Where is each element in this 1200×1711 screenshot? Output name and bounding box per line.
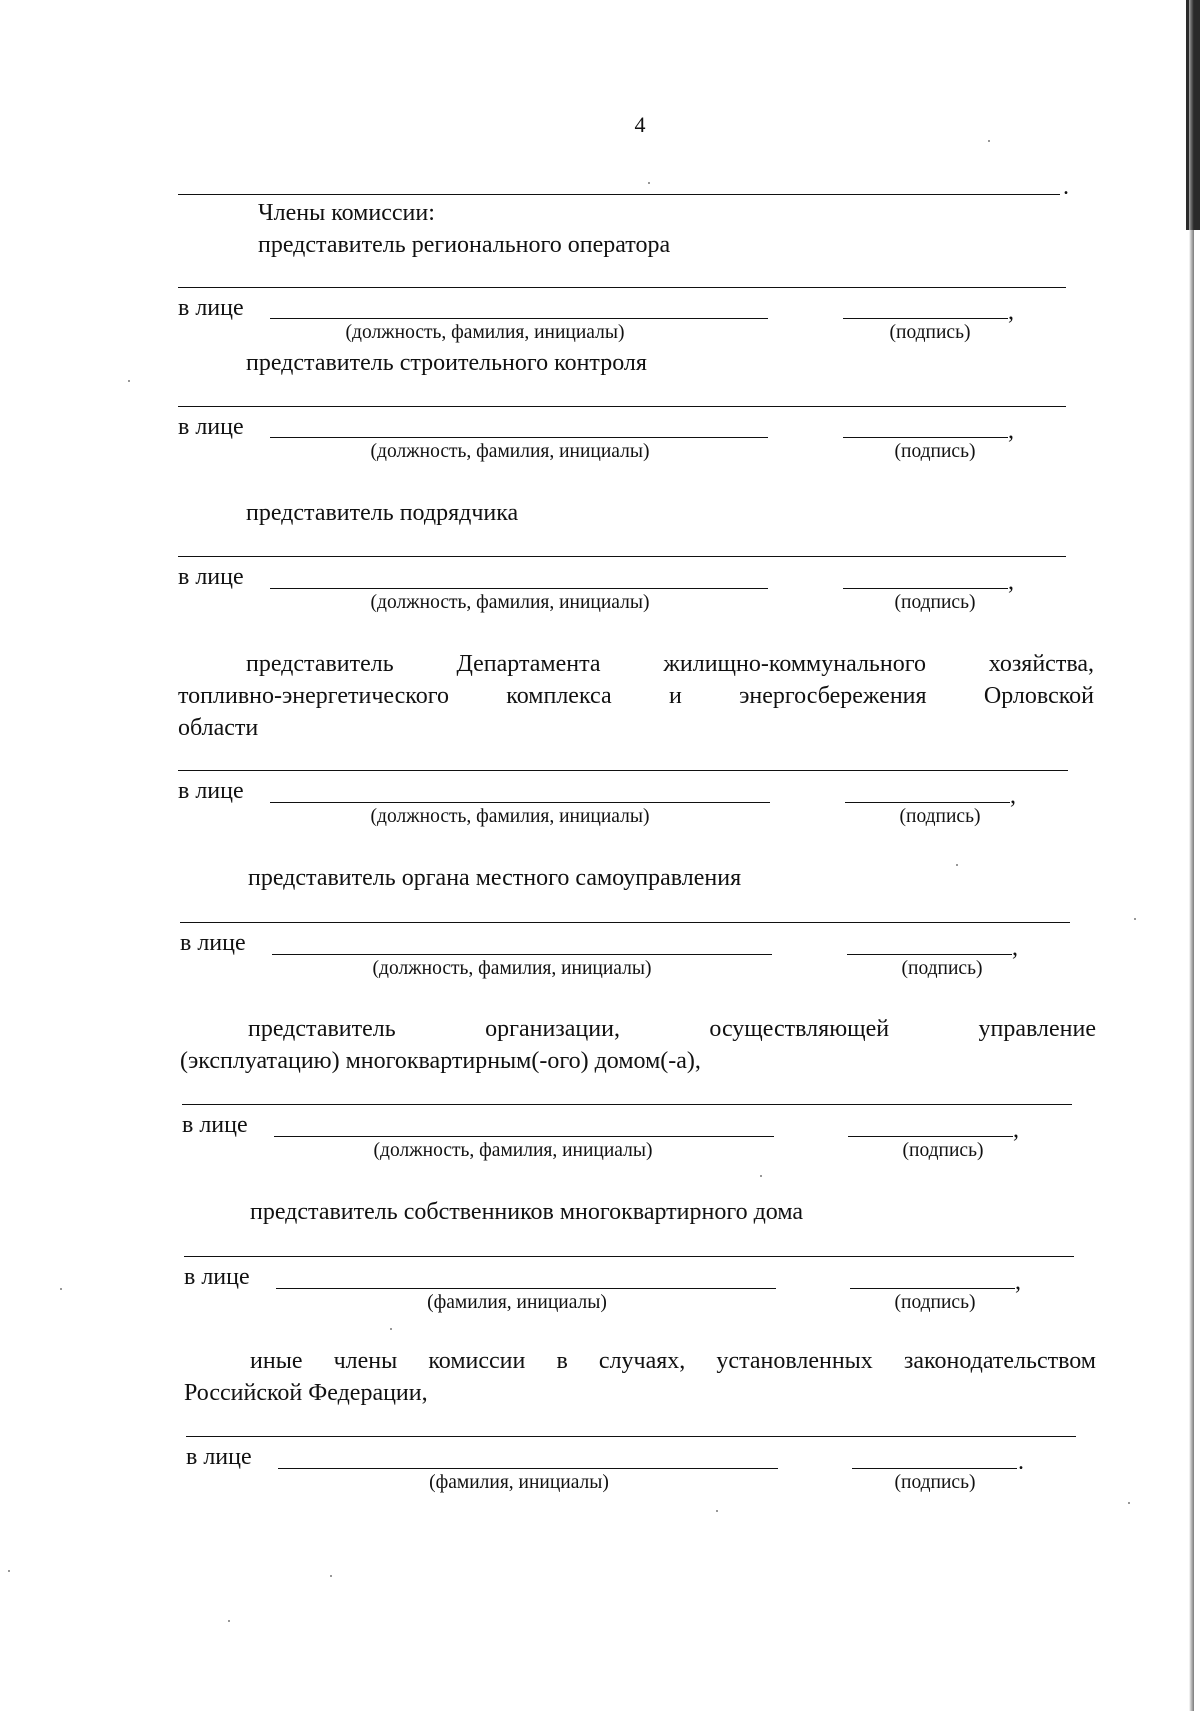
section-3-org-line[interactable]	[178, 556, 1066, 557]
section-6-title-line-1: представитель организации, осуществляющей управление	[248, 1016, 1096, 1042]
section-5-end-punct: ,	[1012, 935, 1018, 961]
section-4-signature-caption: (подпись)	[899, 806, 981, 827]
top-rule	[178, 194, 1060, 195]
section-4-signature-line[interactable]	[845, 802, 1010, 803]
scan-speck	[390, 1328, 392, 1330]
section-5-in-person-label: в лице	[180, 930, 246, 956]
section-4-title-line-1: представитель Департамента жилищно-коммунального хозяйства,	[246, 651, 1094, 677]
scan-speck	[760, 1175, 762, 1177]
section-7-in-person-label: в лице	[184, 1264, 250, 1290]
scan-speck	[648, 182, 650, 184]
section-1-name-caption: (должность, фамилия, инициалы)	[345, 322, 625, 343]
section-4-end-punct: ,	[1010, 783, 1016, 809]
section-2-org-line[interactable]	[178, 406, 1066, 407]
section-6-title-line-2: (эксплуатацию) многоквартирным(-ого) домом(-а),	[180, 1048, 701, 1074]
section-3-name-caption: (должность, фамилия, инициалы)	[370, 592, 650, 613]
section-5-name-caption: (должность, фамилия, инициалы)	[372, 958, 652, 979]
section-7-title: представитель собственников многоквартирного дома	[250, 1199, 804, 1225]
section-7-org-line[interactable]	[184, 1256, 1074, 1257]
section-6-signature-caption: (подпись)	[902, 1140, 984, 1161]
section-1-org-line[interactable]	[178, 287, 1066, 288]
scan-speck	[716, 1510, 718, 1512]
section-1-in-person-label: в лице	[178, 295, 244, 321]
section-4-name-caption: (должность, фамилия, инициалы)	[370, 806, 650, 827]
members-heading: Члены комиссии:	[258, 200, 435, 226]
section-8-name-line[interactable]	[278, 1468, 778, 1469]
scan-shadow-edge	[1189, 0, 1194, 1711]
section-2-name-line[interactable]	[270, 437, 768, 438]
section-1-name-line[interactable]	[270, 318, 768, 319]
section-5-title: представитель органа местного самоуправления	[248, 865, 742, 891]
section-5-signature-caption: (подпись)	[901, 958, 983, 979]
section-2-in-person-label: в лице	[178, 414, 244, 440]
section-8-in-person-label: в лице	[186, 1444, 252, 1470]
section-2-name-caption: (должность, фамилия, инициалы)	[370, 441, 650, 462]
section-5-name-line[interactable]	[272, 954, 772, 955]
section-8-name-caption: (фамилия, инициалы)	[429, 1472, 609, 1493]
section-2-signature-line[interactable]	[843, 437, 1008, 438]
section-5-org-line[interactable]	[180, 922, 1070, 923]
section-4-org-line[interactable]	[178, 770, 1068, 771]
section-8-title-line-1: иные члены комиссии в случаях, установленных законодательством	[250, 1348, 1096, 1374]
scan-speck	[330, 1575, 332, 1577]
section-1-end-punct: ,	[1008, 299, 1014, 325]
section-1-signature-line[interactable]	[843, 318, 1008, 319]
section-3-end-punct: ,	[1008, 569, 1014, 595]
section-3-signature-line[interactable]	[843, 588, 1008, 589]
section-3-title: представитель подрядчика	[246, 500, 519, 526]
section-4-title-line-2: топливно-энергетического комплекса и энергосбережения Орловской	[178, 683, 1094, 709]
section-4-name-line[interactable]	[270, 802, 770, 803]
scan-speck	[60, 1288, 62, 1290]
section-2-title: представитель строительного контроля	[246, 350, 647, 376]
section-1-title: представитель регионального оператора	[258, 232, 671, 258]
section-3-signature-caption: (подпись)	[894, 592, 976, 613]
section-7-name-caption: (фамилия, инициалы)	[427, 1292, 607, 1313]
section-3-name-line[interactable]	[270, 588, 768, 589]
section-8-end-punct: .	[1018, 1449, 1024, 1475]
top-rule-dot: .	[1063, 174, 1069, 200]
scan-speck	[956, 864, 958, 866]
section-3-in-person-label: в лице	[178, 564, 244, 590]
scan-speck	[128, 380, 130, 382]
section-4-in-person-label: в лице	[178, 778, 244, 804]
document-page	[178, 0, 1096, 1711]
section-5-signature-line[interactable]	[847, 954, 1012, 955]
section-7-signature-line[interactable]	[850, 1288, 1015, 1289]
section-7-end-punct: ,	[1015, 1269, 1021, 1295]
scan-speck	[8, 1570, 10, 1572]
section-2-signature-caption: (подпись)	[894, 441, 976, 462]
section-6-end-punct: ,	[1013, 1117, 1019, 1143]
section-4-title-line-3: области	[178, 715, 259, 741]
section-8-org-line[interactable]	[186, 1436, 1076, 1437]
page-number: 4	[634, 112, 646, 137]
section-8-title-line-2: Российской Федерации,	[184, 1380, 428, 1406]
section-6-name-line[interactable]	[274, 1136, 774, 1137]
section-7-name-line[interactable]	[276, 1288, 776, 1289]
section-7-signature-caption: (подпись)	[894, 1292, 976, 1313]
section-6-name-caption: (должность, фамилия, инициалы)	[373, 1140, 653, 1161]
scan-speck	[1128, 1502, 1130, 1504]
section-6-signature-line[interactable]	[848, 1136, 1013, 1137]
scan-speck	[988, 140, 990, 142]
section-8-signature-caption: (подпись)	[894, 1472, 976, 1493]
section-6-org-line[interactable]	[182, 1104, 1072, 1105]
section-6-in-person-label: в лице	[182, 1112, 248, 1138]
scan-speck	[228, 1620, 230, 1622]
section-2-end-punct: ,	[1008, 418, 1014, 444]
section-8-signature-line[interactable]	[852, 1468, 1017, 1469]
scan-speck	[1134, 918, 1136, 920]
section-1-signature-caption: (подпись)	[889, 322, 971, 343]
